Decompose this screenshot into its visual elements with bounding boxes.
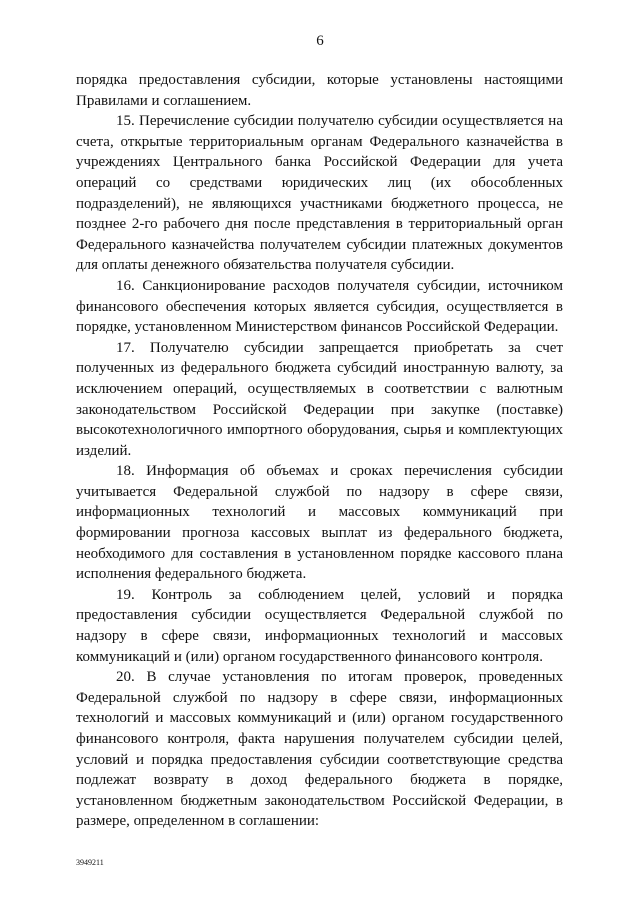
paragraph-16: 16. Санкционирование расходов получателя субсидии, источником финансового обеспечения которых является субсидия, осуществляется в порядке, установленном Министерством финансов Российской Федерации. [76,277,563,336]
paragraph-19: 19. Контроль за соблюдением целей, условий и порядка предоставления субсидии осуществляется Федеральной службой по надзору в сфере связи, информационных технологий и массовых коммуникаций и (или) органом государственного финансового контроля. [76,586,563,665]
paragraph-15: 15. Перечисление субсидии получателю субсидии осуществляется на счета, открытые территориальным органам Федерального казначейства в учреждениях Центрального банка Российской Федерации для учета операций со средствами юридических лиц (их обособленных подразделений), не являющихся участниками бюджетного процесса, не позднее 2-го рабочего дня после представления в территориальный орган Федерального казначейства получателем субсидии платежных документов для оплаты денежного обязательства получателя субсидии. [76,113,563,274]
page-number: 6 [316,33,324,49]
paragraph-18: 18. Информация об объемах и сроках перечисления субсидии учитывается Федеральной службой по надзору в сфере связи, информационных технологий и массовых коммуникаций при формировании прогноза кассовых выплат из федерального бюджета, необходимого для составления в установленном порядке кассового плана исполнения федерального бюджета. [76,463,563,583]
paragraph-continuation: порядка предоставления субсидии, которые установлены настоящими Правилами и соглашением. [76,72,563,109]
document-body [76,70,563,832]
paragraph-20: 20. В случае установления по итогам проверок, проведенных Федеральной службой по надзору в сфере связи, информационных технологий и массовых коммуникаций и (или) органом государственного финансового контроля, факта нарушения получателем субсидии целей, условий и порядка предоставления субсидии соответствующие средства подлежат возврату в доход федерального бюджета в порядке, установленном бюджетным законодательством Российской Федерации, в размере, определенном в соглашении: [76,669,563,830]
document-code: 3949211 [76,858,104,867]
paragraph-17: 17. Получателю субсидии запрещается приобретать за счет полученных из федерального бюджета субсидий иностранную валюту, за исключением операций, осуществляемых в соответствии с валютным законодательством Российской Федерации при закупке (поставке) высокотехнологичного импортного оборудования, сырья и комплектующих изделий. [76,339,563,459]
